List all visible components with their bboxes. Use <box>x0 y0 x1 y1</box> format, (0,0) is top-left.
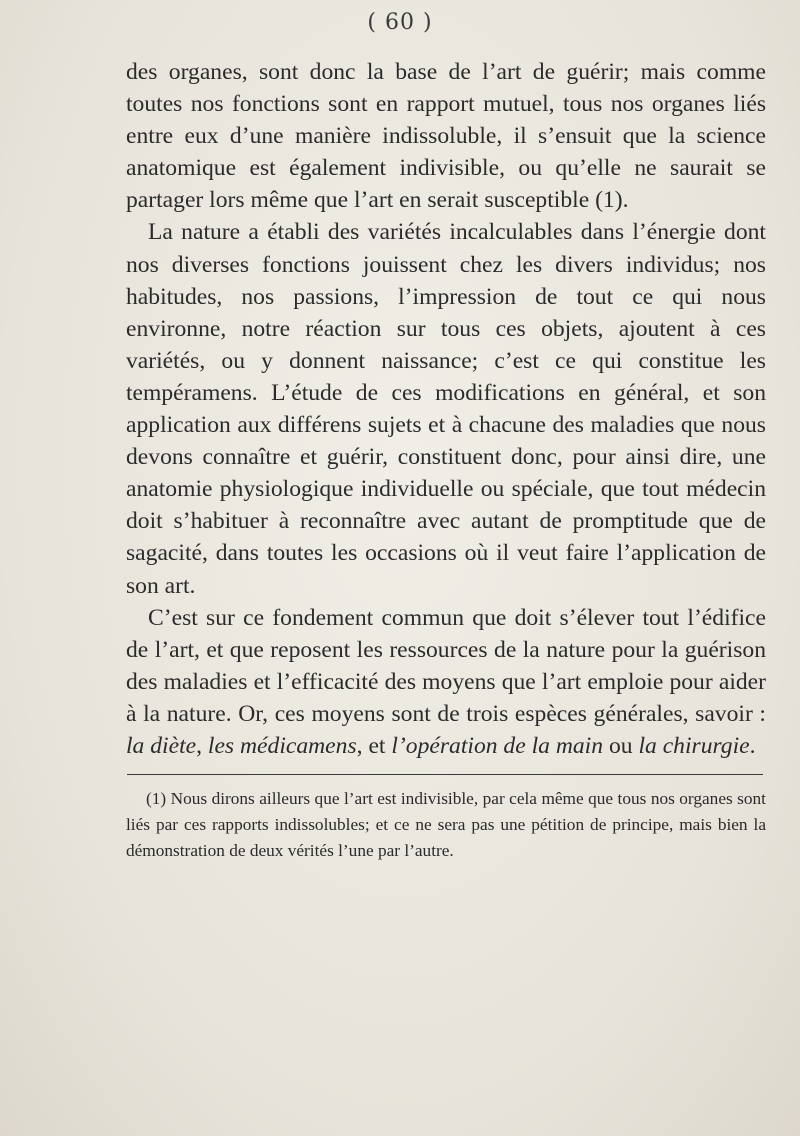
paragraph-3-lead: C’est sur ce fondement commun que doit s’élever tout l’édifice de l’art, et que reposent les ressources de la nature pour la guérison des maladies et l’efficacité des moyens que l’art emploie pour aider à la nature. Or, ces moyens sont de trois espèces générales, savoir : <box>126 604 766 727</box>
separator: ou <box>603 732 639 759</box>
separator: , et <box>356 732 392 759</box>
paragraph-2: La nature a établi des variétés incalculables dans l’énergie dont nos diverses fonctions jouissent chez les divers individus; nos habitudes, nos passions, l’impression de tout ce qui nous environne, notre réaction sur tous ces objets, ajoutent à ces variétés, ou y donnent naissance; c’est ce qui constitue les tempéramens. L’étude de ces modifications en général, et son application aux différens sujets et à chacune des maladies que nous devons connaître et guérir, constituent donc, pour ainsi dire, une anatomie physiologique individuelle ou spéciale, que tout médecin doit s’habituer à reconnaître avec autant de promptitude que de sagacité, dans toutes les occasions où il veut faire l’application de son art. <box>126 219 766 599</box>
main-text <box>126 56 766 762</box>
paragraph-1: des organes, sont donc la base de l’art de guérir; mais comme toutes nos fonctions sont en rapport mutuel, tous nos organes liés entre eux d’une manière indissoluble, il s’ensuit que la science anatomique est également indivisible, ou qu’elle ne saurait se partager lors même que l’art en serait susceptible (1). <box>126 59 766 214</box>
footnote: (1) Nous dirons ailleurs que l’art est indivisible, par cela même que tous nos organes sont liés par ces rapports indissolubles; et ce ne sera pas une pétition de principe, mais bien la démonstration de deux vérités l’une par l’autre. <box>126 789 766 860</box>
italic-term-diete: la diète <box>126 732 197 759</box>
italic-term-medicamens: les médicamens <box>207 732 357 759</box>
paragraph-3 <box>126 602 766 762</box>
italic-term-chirurgie: la chirurgie <box>638 732 750 759</box>
separator: , <box>196 732 208 759</box>
italic-term-operation: l’opération de la main <box>391 732 604 759</box>
page-number: ( 60 ) <box>367 10 433 35</box>
footnote-divider <box>127 774 763 775</box>
paragraph-3-end: . <box>749 732 756 759</box>
